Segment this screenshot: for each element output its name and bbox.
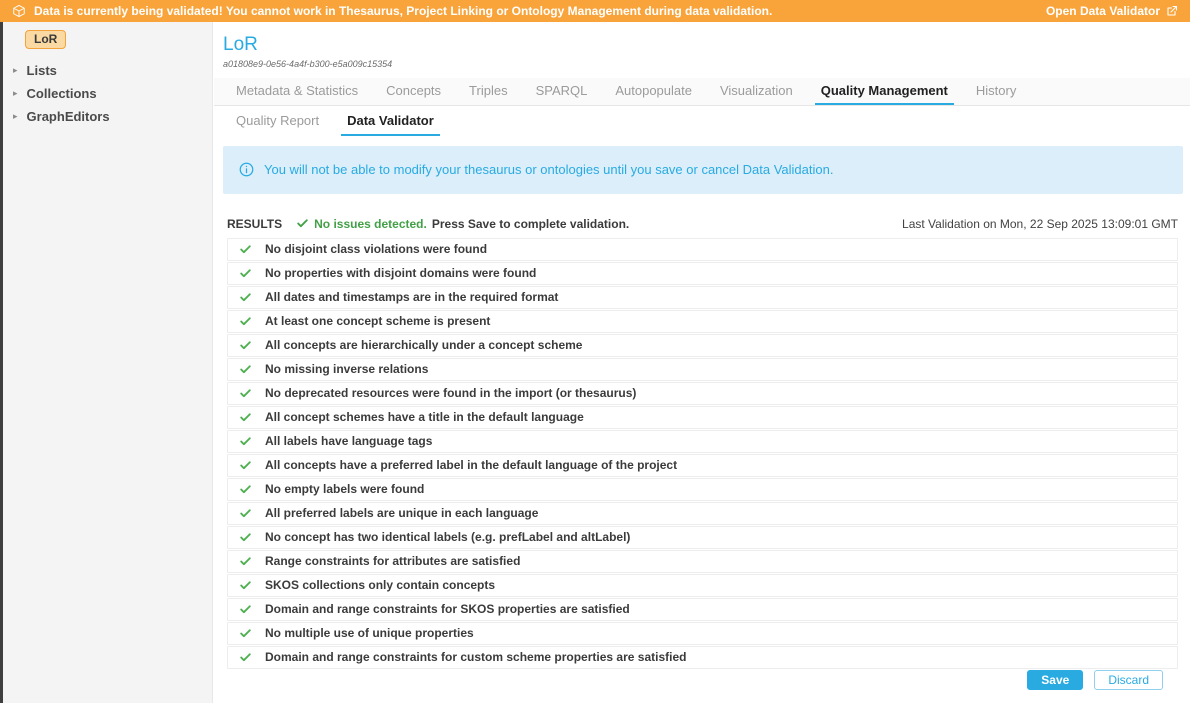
main-tab[interactable] [815, 78, 954, 105]
validation-check-label: No concept has two identical labels (e.g. prefLabel and altLabel) [265, 530, 631, 545]
sub-tabbar [214, 108, 1190, 136]
page-title: LoR [223, 34, 258, 55]
validation-check-label: All dates and timestamps are in the required format [265, 290, 559, 305]
main-tab-label: Visualization [719, 82, 793, 98]
results-label: RESULTS [227, 216, 283, 231]
cube-icon [12, 4, 26, 18]
sidebar-item-label: Collections [26, 86, 97, 101]
sub-tab-label: Quality Report [236, 113, 320, 129]
info-banner [223, 146, 1183, 194]
validation-check-label: No empty labels were found [265, 482, 425, 497]
validation-check-label: No properties with disjoint domains were found [265, 266, 537, 281]
sidebar-item-label: Lists [26, 63, 57, 78]
sub-tab[interactable] [230, 108, 325, 136]
results-instruction: Press Save to complete validation. [431, 216, 630, 231]
validation-check-label: All labels have language tags [265, 434, 433, 449]
main-tab-label: History [975, 82, 1017, 98]
validation-check-row [227, 262, 1178, 285]
validation-check-label: All concepts have a preferred label in the default language of the project [265, 458, 678, 473]
validation-check-row [227, 526, 1178, 549]
check-icon [239, 411, 252, 424]
last-validation-timestamp: Last Validation on Mon, 22 Sep 2025 13:09:01 GMT [902, 216, 1178, 231]
check-icon [239, 555, 252, 568]
sub-tab-label: Data Validator [347, 113, 434, 129]
validation-banner-message: Data is currently being validated! You cannot work in Thesaurus, Project Linking or Ontology Management during data validation. [34, 4, 773, 18]
validation-check-row [227, 286, 1178, 309]
sub-tab[interactable] [341, 108, 440, 136]
main-content [214, 22, 1190, 703]
sidebar-items [3, 59, 212, 128]
main-tab[interactable] [463, 78, 514, 105]
validation-check-row [227, 430, 1178, 453]
chevron-right-icon[interactable]: ▸ [13, 111, 18, 121]
validation-check-row [227, 502, 1178, 525]
validation-check-label: Range constraints for attributes are satisfied [265, 554, 521, 569]
main-tab[interactable] [230, 78, 364, 105]
validation-check-row [227, 334, 1178, 357]
chevron-right-icon[interactable]: ▸ [13, 65, 18, 75]
main-tabbar [214, 78, 1190, 106]
main-tab-label: Metadata & Statistics [236, 82, 359, 98]
sidebar [0, 22, 213, 703]
main-tab-label: Quality Management [820, 82, 948, 98]
validation-check-row [227, 478, 1178, 501]
validation-check-label: All concept schemes have a title in the default language [265, 410, 584, 425]
check-icon [239, 603, 252, 616]
project-id: a01808e9-0e56-4a4f-b300-e5a009c15354 [223, 58, 393, 69]
check-icon [239, 243, 252, 256]
validation-check-row [227, 358, 1178, 381]
validation-check-label: No missing inverse relations [265, 362, 429, 377]
main-tab[interactable] [530, 78, 594, 105]
main-tab[interactable] [970, 78, 1022, 105]
validation-check-row [227, 454, 1178, 477]
validation-check-label: No multiple use of unique properties [265, 626, 474, 641]
save-button[interactable]: Save [1027, 670, 1083, 690]
check-icon [239, 579, 252, 592]
validation-check-label: Domain and range constraints for custom scheme properties are satisfied [265, 650, 687, 665]
main-tab-label: Autopopulate [615, 82, 692, 98]
sidebar-item[interactable] [3, 59, 212, 82]
main-tab[interactable] [609, 78, 698, 105]
validation-check-row [227, 574, 1178, 597]
info-icon [239, 162, 254, 177]
check-icon [296, 217, 309, 230]
status-ok [296, 217, 427, 231]
check-icon [239, 483, 252, 496]
check-icon [239, 531, 252, 544]
main-tab-label: Triples [469, 82, 508, 98]
validation-banner [0, 0, 1190, 22]
validation-check-row [227, 550, 1178, 573]
validation-check-label: SKOS collections only contain concepts [265, 578, 496, 593]
discard-button[interactable]: Discard [1094, 670, 1163, 690]
sidebar-item[interactable] [3, 82, 212, 105]
check-icon [239, 363, 252, 376]
validation-check-row [227, 406, 1178, 429]
validation-check-label: All preferred labels are unique in each language [265, 506, 539, 521]
main-tab-label: Concepts [386, 82, 442, 98]
chevron-right-icon[interactable]: ▸ [13, 88, 18, 98]
main-tab-label: SPARQL [535, 82, 588, 98]
check-icon [239, 459, 252, 472]
validation-check-label: No disjoint class violations were found [265, 242, 488, 257]
validation-check-row [227, 382, 1178, 405]
validation-check-row [227, 622, 1178, 645]
validation-check-row [227, 598, 1178, 621]
validation-check-label: Domain and range constraints for SKOS properties are satisfied [265, 602, 630, 617]
validation-check-label: All concepts are hierarchically under a concept scheme [265, 338, 583, 353]
main-tab[interactable] [380, 78, 447, 105]
sidebar-project-badge[interactable]: LoR [25, 30, 66, 49]
check-icon [239, 507, 252, 520]
sidebar-item[interactable] [3, 105, 212, 128]
check-icon [239, 339, 252, 352]
validation-check-row [227, 238, 1178, 261]
check-icon [239, 435, 252, 448]
validation-check-row [227, 646, 1178, 669]
check-icon [239, 387, 252, 400]
sidebar-item-label: GraphEditors [26, 109, 110, 124]
external-link-icon [1166, 5, 1178, 17]
open-data-validator-link[interactable]: Open Data Validator [1046, 4, 1178, 18]
check-icon [239, 651, 252, 664]
main-tab[interactable] [714, 78, 799, 105]
status-ok-text: No issues detected. [314, 216, 427, 231]
info-banner-text: You will not be able to modify your thesaurus or ontologies until you save or cancel Data Validation. [264, 162, 834, 178]
check-icon [239, 291, 252, 304]
check-icon [239, 627, 252, 640]
validation-check-label: At least one concept scheme is present [265, 314, 491, 329]
validation-check-list [227, 238, 1178, 669]
validation-check-row [227, 310, 1178, 333]
check-icon [239, 315, 252, 328]
check-icon [239, 267, 252, 280]
validation-check-label: No deprecated resources were found in the import (or thesaurus) [265, 386, 637, 401]
